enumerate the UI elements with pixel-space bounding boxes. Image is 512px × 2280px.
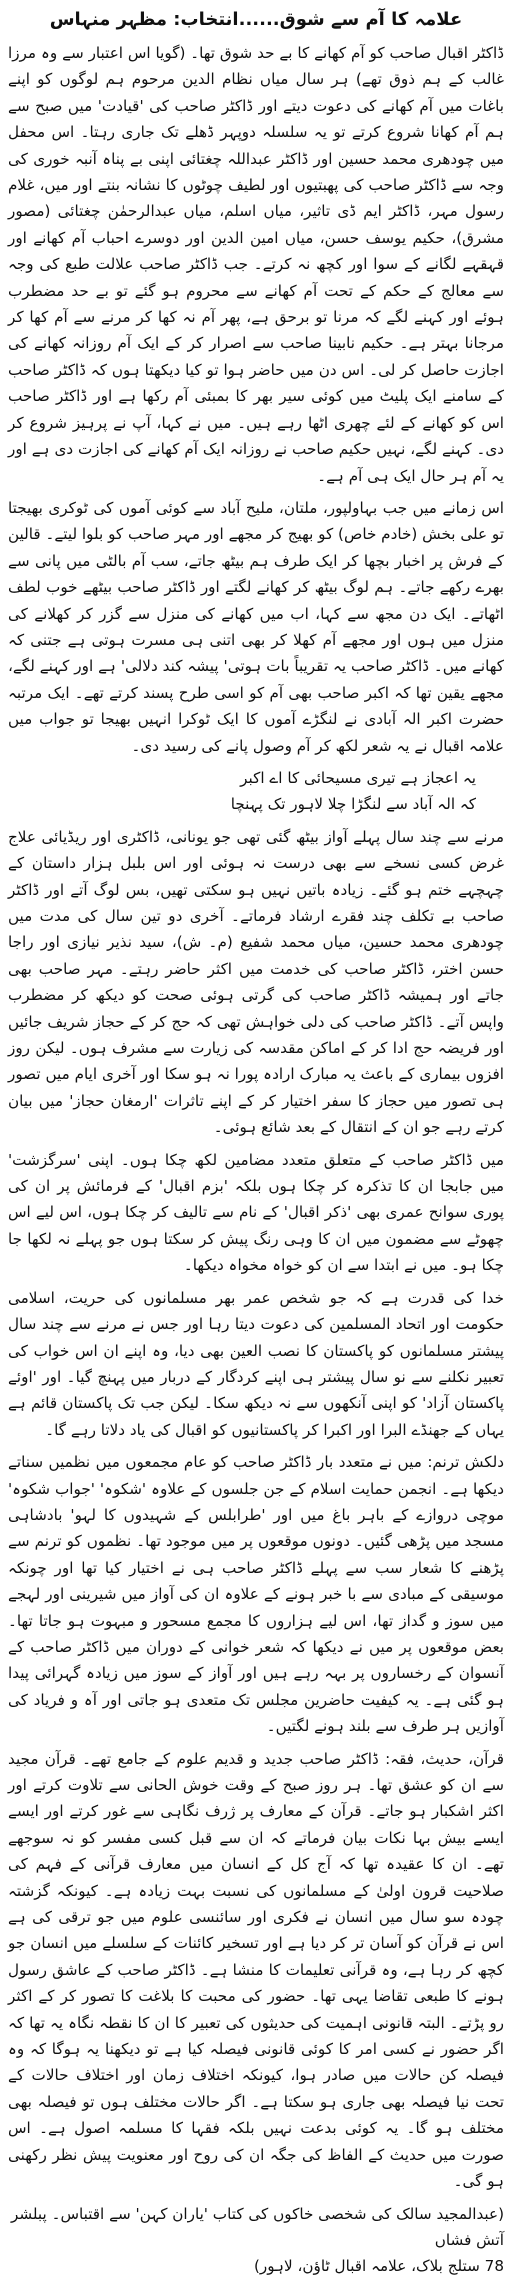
source-credit-line-2: 78 ستلج بلاک، علامہ اقبال ٹاؤن، لاہور) (253, 2257, 504, 2276)
paragraph-6: دلکش ترنم: میں نے متعدد بار ڈاکٹر صاحب کو عام مجمعوں میں نظمیں سناتے دیکھا ہے۔ انجمن حمایت اسلام کے جن جلسوں کے علاوہ 'شکوہ' 'جواب شکوہ' موچی دروازے کے باہر باغ میں اور 'طرابلس کے شہیدوں کا لہو' بادشاہی مسجد میں پڑھی گئیں۔ دونوں موقعوں پر میں موجود تھا۔ نظموں کو ترنم سے پڑھنے کا شعار سب سے پہلے ڈاکٹر صاحب ہی نے اختیار کیا تھا اور چونکہ موسیقی کے مبادی سے با خبر ہونے کے علاوہ ان کی آواز میں شیرینی اور لہجے میں سوز و گداز تھا، اس لیے ہزاروں کا مجمع مسحور و مبہوت ہو جاتا تھا۔ بعض موقعوں پر میں نے دیکھا کہ شعر خوانی کے دوران میں ڈاکٹر صاحب کے آنسوان کے رخساروں پر بہہ رہے ہیں اور آواز کے سوز میں زیادہ گہرائی پیدا ہو گئی ہے۔ یہ کیفیت حاضرین مجلس تک متعدی ہو جاتی اور آہ و فریاد کی آوازیں ہر طرف سے بلند ہونے لگتیں۔ (8, 1453, 504, 1736)
paragraph-4: میں ڈاکٹر صاحب کے متعلق متعدد مضامین لکھ چکا ہوں۔ اپنی 'سرگزشت' میں جابجا ان کا تذکرہ کر چکا ہوں بلکہ 'بزم اقبال' کے فرمائش پر ان کی پوری سوانح عمری بھی 'ذکر اقبال' کے نام سے تالیف کر چکا ہوں، اس لیے اس چھوٹے سے مضمون میں ان کا وہی رنگ پیش کر سکتا ہوں جو پہلے نہ لکھا جا چکا ہو۔ میں نے ابتدا سے ان کو خواہ مخواہ دیکھا۔ (8, 1150, 504, 1275)
verse-line-2: کہ الہ آباد سے لنگڑا چلا لاہور تک پہنچا (230, 795, 476, 814)
verse-couplet (8, 765, 476, 818)
source-credit (8, 2201, 504, 2280)
paragraph-5: خدا کی قدرت ہے کہ جو شخص عمر بھر مسلمانوں کی حریت، اسلامی حکومت اور اتحاد المسلمین کی دعوت دیتا رہا اور جس نے مرنے سے چند سال پیشتر مسلمانوں کو پاکستان کا نصب العین بھی دیا، وہ اپنے ان اس خواب کی تعبیر نکلنے سے نو سال پیشتر ہی اپنے کردگار کے دربار میں پہنچ گیا۔ اور 'اوئے پاکستان آزاد' کو اپنی آنکھوں سے نہ دیکھ سکا۔ لیکن جب تک پاکستان قائم ہے یہاں کے جھنڈے البرا اور اکبرا کر پاکستانیوں کو اقبال کی یاد دلاتا رہے گا۔ (8, 1288, 504, 1439)
paragraph-1: ڈاکٹر اقبال صاحب کو آم کھانے کا بے حد شوق تھا۔ (گویا اس اعتبار سے وہ مرزا غالب کے ہم ذوق تھے) ہر سال میاں نظام الدین مرحوم ہم لوگوں کو اپنے باغات میں آم کھانے کی دعوت دیتے اور ڈاکٹر صاحب کی 'قیادت' میں صبح سے ہم آم کھانا شروع کرتے تو یہ سلسلہ دوپہر ڈھلے تک جاری رہتا۔ اس محفل میں چودھری محمد حسین اور ڈاکٹر عبداللہ چغتائی اپنی بے پناہ آنبہ خوری کی وجہ سے ڈاکٹر صاحب کی پھبتیوں اور لطیف چوٹوں کا نشانہ بنتے اور میں، غلام رسول مہر، ڈاکٹر ایم ڈی تاثیر، میاں اسلم، میاں عبدالرحمٰن چغتائی (مصور مشرق)، حکیم یوسف حسن، میاں امین الدین اور دوسرے احباب آم کھانے اور قہقہے لگانے کے سوا اور کچھ نہ کرتے۔ جب ڈاکٹر صاحب علالت طبع کی وجہ سے معالج کے حکم کے تحت آم کھانے سے محروم ہو گئے تو بے حد مضطرب ہوئے اور کہنے لگے کہ مرنا تو برحق ہے، پھر آم نہ کھا کر مرنے سے آم کھا کر مرجانا بہتر ہے۔ حکیم نابینا صاحب سے اصرار کر کے ایک آم روزانہ کھانے کی اجازت حاصل کر لی۔ اس دن میں حاضر ہوا تو کیا دیکھتا ہوں کہ ڈاکٹر صاحب کے سامنے ایک پلیٹ میں کوئی سیر بھر کا بمبئی آم رکھا ہے اور ڈاکٹر صاحب اس کو کھانے کے لئے چھری اٹھا رہے ہیں۔ میں نے کہا، آپ نے پرہیز شروع کر دی۔ کہنے لگے، نہیں حکیم صاحب نے روزانہ ایک آم کھانے کی اجازت دی ہے اور یہ آم ہر حال ایک ہی آم ہے۔ (8, 44, 504, 485)
paragraph-2: اس زمانے میں جب بہاولپور، ملتان، ملیح آباد سے کوئی آموں کی ٹوکری بھیجتا تو علی بخش (خادم خاص) کو بھیج کر مجھے اور مہر صاحب کو بلوا لیتے۔ قالین کے فرش پر اخبار بچھا کر ایک طرف ہم بیٹھ جاتے، سب آم بالٹی میں پانی سے بھرے رکھے جاتے۔ ہم لوگ بیٹھ کر کھانے لگتے اور ڈاکٹر صاحب بیٹھے خوب لطف اٹھاتے۔ ایک دن مجھ سے کہا، اب میں کھانے کی منزل سے گزر کر کھلانے کی منزل میں ہوں اور مجھے آم کھلا کر بھی اتنی ہی مسرت ہوتی ہے جتنی کہ کھانے میں۔ ڈاکٹر صاحب یہ تقریباً بات ہوتی' پیشہ کند دلالی' ہے اور کہنے لگے، مجھے یقین تھا کہ اکبر صاحب بھی آم کو اسی طرح پسند کرتے تھے۔ ایک مرتبہ حضرت اکبر الہ آبادی نے لنگڑے آموں کا ایک ٹوکرا انہیں بھیجا تو جواب میں علامہ اقبال نے یہ شعر لکھ کر آم وصول پانے کی رسید دی۔ (8, 498, 504, 755)
source-credit-line-1: (عبدالمجید سالک کی شخصی خاکوں کی کتاب 'یاران کہن' سے اقتباس۔ پبلشر آتش فشاں (10, 2204, 504, 2249)
article-title: علامہ کا آم سے شوق......انتخاب: مظہر منہاس (49, 9, 463, 30)
paragraph-7: قرآن، حدیث، فقہ: ڈاکٹر صاحب جدید و قدیم علوم کے جامع تھے۔ قرآن مجید سے ان کو عشق تھا۔ ہر روز صبح کے وقت خوش الحانی سے تلاوت کرتے اور اکثر اشکبار ہو جاتے۔ قرآن کے معارف پر ژرف نگاہی سے غور کرتے اور ایسے ایسے بیش بہا نکات بیان فرماتے کہ ان سے قبل کسی مفسر کو نہ سوجھے تھے۔ ان کا عقیدہ تھا کہ آج کل کے انسان میں معارف قرآنی کے فہم کی صلاحیت قرون اولیٰ کے مسلمانوں کی نسبت بہت زیادہ ہے۔ کیونکہ گزشتہ چودہ سو سال میں انسان نے فکری اور سائنسی علوم میں جو ترقی کی ہے اس نے قرآن کو آسان تر کر دیا ہے اور تسخیر کائنات کے سلسلے میں انسان جو کچھ کر رہا ہے، وہ قرآنی تعلیمات کا منشا ہے۔ ڈاکٹر صاحب کے عاشق رسول ہونے کا طبعی تقاضا یہی تھا۔ حضور کی محبت کا بلاغت کا تصور کر کے اکثر رو پڑتے۔ البتہ قانونی اہمیت کی حدیثوں کی تعبیر کا ان کا نقطہ نگاہ یہ تھا کہ اگر حضور نے کسی امر کا کوئی قانونی فیصلہ کیا ہے تو دیکھنا یہ ہوگا کہ وہ فیصلہ کن حالات میں صادر ہوا، کیونکہ اختلاف زمان اور اختلاف حالات کے تحت نیا فیصلہ بھی جاری ہو سکتا ہے۔ اگر حالات مختلف ہوں تو فیصلہ بھی مختلف ہو گا۔ یہ کوئی بدعت نہیں بلکہ فقہا کا مسلمہ اصول ہے۔ اس صورت میں حدیث کے الفاظ کی جگہ ان کی روح اور معنویت پیش نظر رکھنی ہو گی۔ (8, 1749, 504, 2191)
verse-line-1: یہ اعجاز ہے تیری مسیحائی کا اے اکبر (240, 768, 476, 787)
paragraph-3: مرنے سے چند سال پہلے آواز بیٹھ گئی تھی جو یونانی، ڈاکٹری اور ریڈیائی علاج غرض کسی نسخے سے بھی درست نہ ہوئی اور اس بلبل ہزار داستان کے چہچہے ختم ہو گئے۔ زیادہ باتیں نہیں ہو سکتی تھیں، بس لوگ آتے اور ڈاکٹر صاحب بے تکلف چند فقرے ارشاد فرماتے۔ آخری دو تین سال کی مدت میں چودھری محمد حسین، میاں محمد شفیع (م۔ ش)، سید نذیر نیازی اور راجا حسن اختر، ڈاکٹر صاحب کی خدمت میں اکثر حاضر رہتے۔ مہر صاحب بھی جاتے اور ہمیشہ ڈاکٹر صاحب کی گرتی ہوئی صحت کو دیکھ کر مضطرب واپس آتے۔ ڈاکٹر صاحب کی دلی خواہش تھی کہ حج کر کے حجاز شریف جائیں اور فریضہ حج ادا کر کے اماکن مقدسہ کی زیارت سے مشرف ہوں۔ لیکن روز افزوں بیماری کے باعث یہ مبارک ارادہ پورا نہ ہو سکا اور آخری ایام میں تصور ہی تصور میں حجاز کا سفر اختیار کر کے اپنے تاثرات 'ارمغان حجاز' میں بیان کرتے رہے جو ان کے انتقال کے بعد شائع ہوئی۔ (8, 827, 504, 1137)
